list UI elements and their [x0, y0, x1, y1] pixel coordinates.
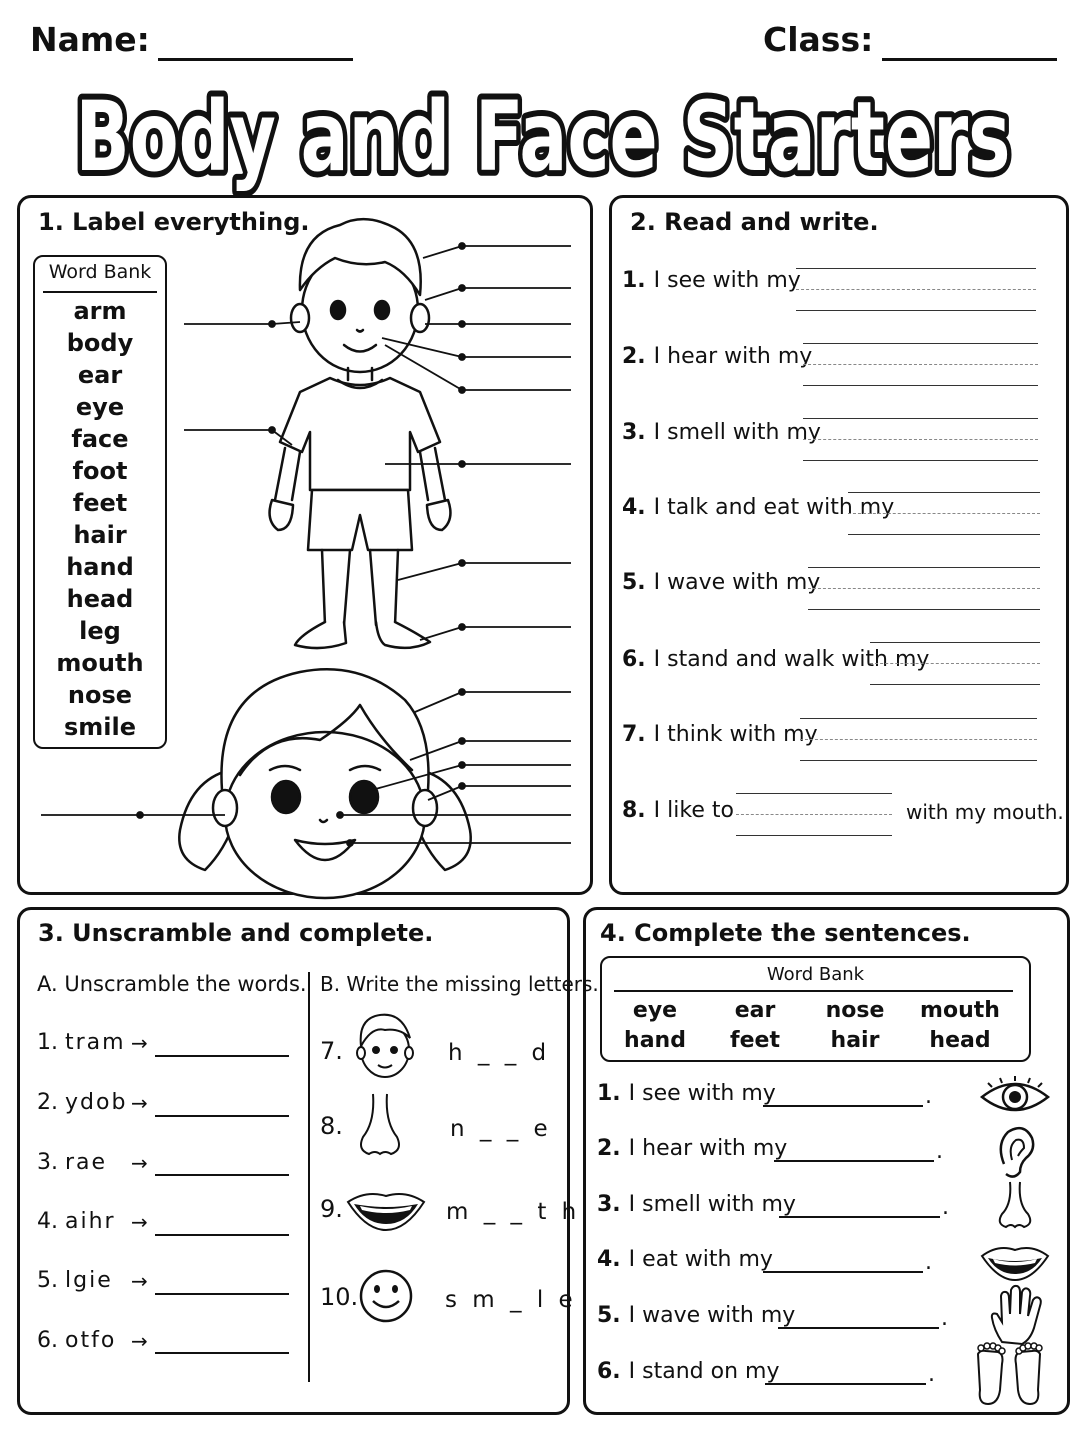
smiley-icon — [358, 1268, 414, 1324]
section-read-and-write — [609, 195, 1069, 895]
guide-line — [848, 513, 1040, 514]
word-bank-word: body — [66, 329, 134, 357]
arrow-icon: → — [131, 1329, 148, 1353]
guide-line — [800, 718, 1037, 719]
answer-line[interactable] — [155, 1352, 289, 1354]
item-text: I think with my — [653, 722, 818, 747]
answer-line[interactable] — [155, 1234, 289, 1236]
item-text: I hear with my — [628, 1136, 788, 1161]
item-text: I smell with my — [653, 420, 821, 445]
nose-icon — [355, 1092, 405, 1160]
part-b-title: B. Write the missing letters. — [320, 972, 599, 996]
item-number: 3. — [37, 1150, 58, 1175]
answer-line[interactable] — [736, 835, 892, 836]
word-bank-word: smile — [63, 713, 137, 741]
guide-line — [803, 439, 1038, 440]
missing-pattern: m _ _ t h — [446, 1199, 581, 1225]
sentence-3 — [597, 1192, 796, 1217]
scrambled-word: tram — [65, 1030, 126, 1055]
guide-line — [803, 364, 1038, 365]
item-text: I hear with my — [653, 344, 813, 369]
hand-icon — [988, 1284, 1048, 1346]
item-text: I eat with my — [628, 1247, 773, 1272]
name-label: Name: — [30, 20, 150, 59]
section-1-title: 1. Label everything. — [38, 208, 310, 236]
boy-head-icon — [350, 1008, 420, 1083]
word-bank-word: hand — [66, 553, 134, 581]
sentence-1 — [597, 1081, 776, 1106]
word-bank-word: ear — [734, 998, 776, 1023]
answer-line[interactable] — [155, 1174, 289, 1176]
word-bank-word: nose — [825, 998, 885, 1023]
scramble-item-5 — [37, 1268, 113, 1293]
guide-line — [848, 492, 1040, 493]
word-bank-word: face — [71, 425, 129, 453]
guide-line — [870, 663, 1040, 664]
item-number: 5. — [622, 570, 646, 595]
word-bank-word: head — [66, 585, 134, 613]
item-number: 5. — [597, 1303, 621, 1328]
answer-line[interactable] — [803, 385, 1038, 386]
item-number: 9. — [320, 1195, 343, 1223]
item-number: 1. — [37, 1030, 58, 1055]
missing-pattern: n _ _ e — [450, 1116, 552, 1142]
item-number: 4. — [597, 1247, 621, 1272]
rw-item-2 — [622, 344, 812, 369]
scrambled-word: aihr — [65, 1209, 116, 1234]
eye-icon — [978, 1075, 1052, 1119]
nose-icon — [994, 1180, 1036, 1230]
scramble-item-6 — [37, 1328, 116, 1353]
scrambled-word: otfo — [65, 1328, 117, 1353]
class-label: Class: — [763, 20, 874, 59]
period: . — [936, 1139, 943, 1164]
rw-item-7 — [622, 722, 818, 747]
guide-line — [736, 793, 892, 794]
period: . — [941, 1306, 948, 1331]
word-bank-word: mouth — [56, 649, 144, 677]
section-2-title: 2. Read and write. — [630, 208, 879, 236]
item-text: I see with my — [628, 1081, 776, 1106]
divider — [614, 990, 1013, 992]
part-a-title: A. Unscramble the words. — [37, 972, 307, 996]
answer-line[interactable] — [774, 1160, 934, 1162]
arrow-icon: → — [131, 1210, 148, 1234]
scramble-item-1 — [37, 1030, 126, 1055]
item-number: 3. — [597, 1192, 621, 1217]
sentence-6 — [597, 1359, 779, 1384]
answer-line[interactable] — [765, 1383, 926, 1385]
word-bank-word: feet — [72, 489, 128, 517]
sentence-4 — [597, 1247, 773, 1272]
rw-item-4 — [622, 495, 894, 520]
item-text: I see with my — [653, 268, 801, 293]
item-number: 7. — [320, 1037, 343, 1065]
rw-item-1 — [622, 268, 801, 293]
guide-line — [803, 343, 1038, 344]
word-bank-word: eye — [632, 998, 678, 1023]
word-bank-word: hair — [830, 1028, 880, 1053]
answer-line[interactable] — [763, 1271, 923, 1273]
answer-line[interactable] — [779, 1216, 940, 1218]
missing-pattern: s m _ l e — [445, 1287, 577, 1313]
word-bank-word: ear — [77, 361, 123, 389]
item-text: I like to — [653, 798, 734, 823]
word-bank-word: mouth — [920, 998, 1000, 1023]
item-number: 6. — [597, 1359, 621, 1384]
feet-icon — [970, 1340, 1052, 1408]
item-number: 6. — [37, 1328, 58, 1353]
rw-item-5 — [622, 570, 820, 595]
rw-item-6 — [622, 647, 929, 672]
word-bank-word: feet — [730, 1028, 780, 1053]
scramble-item-4 — [37, 1209, 116, 1234]
sentence-5 — [597, 1303, 795, 1328]
arrow-icon: → — [131, 1269, 148, 1293]
item-text: I talk and eat with my — [653, 495, 895, 520]
answer-line[interactable] — [803, 460, 1038, 461]
guide-line — [808, 567, 1040, 568]
answer-line[interactable] — [155, 1293, 289, 1295]
item-number: 10. — [320, 1283, 359, 1311]
period: . — [925, 1084, 932, 1109]
item-text: I wave with my — [653, 570, 821, 595]
item-number: 2. — [597, 1136, 621, 1161]
item-text: I stand and walk with my — [653, 647, 930, 672]
period: . — [942, 1195, 949, 1220]
word-bank-word: hand — [624, 1028, 686, 1053]
section-4-title: 4. Complete the sentences. — [600, 919, 971, 947]
column-divider — [308, 972, 310, 1382]
item-number: 6. — [622, 647, 646, 672]
answer-line[interactable] — [808, 609, 1040, 610]
svg-text:Body and Face Starters: Body and Face Starters — [75, 81, 1011, 193]
scrambled-word: ydob — [65, 1090, 128, 1115]
answer-line[interactable] — [155, 1055, 289, 1057]
guide-line — [808, 588, 1040, 589]
sentence-2 — [597, 1136, 787, 1161]
word-bank-word: arm — [73, 297, 127, 325]
item-number: 5. — [37, 1268, 58, 1293]
answer-line[interactable] — [155, 1115, 289, 1117]
period: . — [925, 1250, 932, 1275]
word-bank-word: foot — [72, 457, 128, 485]
mouth-icon — [346, 1188, 426, 1232]
item-number: 2. — [622, 344, 646, 369]
ear-icon — [994, 1124, 1038, 1180]
word-bank-word: nose — [67, 681, 133, 709]
scrambled-word: lgie — [65, 1268, 113, 1293]
item-number: 7. — [622, 722, 646, 747]
item-number: 2. — [37, 1090, 58, 1115]
missing-pattern: h _ _ d — [448, 1040, 551, 1066]
answer-line[interactable] — [796, 310, 1036, 311]
answer-line[interactable] — [763, 1105, 923, 1107]
item-8-suffix: with my mouth. — [906, 800, 1064, 824]
word-bank-title: Word Bank — [48, 261, 152, 283]
answer-line[interactable] — [778, 1327, 939, 1329]
mouth-icon — [980, 1242, 1050, 1282]
item-number: 3. — [622, 420, 646, 445]
guide-line — [870, 642, 1040, 643]
guide-line — [803, 418, 1038, 419]
word-bank-word: head — [929, 1028, 991, 1053]
word-bank-word: eye — [75, 393, 125, 421]
scrambled-word: rae — [65, 1150, 108, 1175]
arrow-icon: → — [131, 1091, 148, 1115]
item-text: I smell with my — [628, 1192, 796, 1217]
section-3-title: 3. Unscramble and complete. — [38, 919, 434, 947]
answer-line[interactable] — [848, 534, 1040, 535]
guide-line — [800, 739, 1037, 740]
item-number: 1. — [597, 1081, 621, 1106]
answer-line[interactable] — [870, 684, 1040, 685]
rw-item-8 — [622, 798, 734, 823]
guide-line — [796, 268, 1036, 269]
word-bank-word: hair — [73, 521, 127, 549]
arrow-icon: → — [131, 1151, 148, 1175]
item-number: 4. — [622, 495, 646, 520]
item-text: I stand on my — [628, 1359, 780, 1384]
word-bank-title: Word Bank — [766, 964, 865, 985]
guide-line — [796, 289, 1036, 290]
guide-line — [736, 814, 892, 815]
item-number: 4. — [37, 1209, 58, 1234]
item-number: 8. — [320, 1112, 343, 1140]
rw-item-3 — [622, 420, 821, 445]
word-bank-word: leg — [79, 617, 121, 645]
answer-line[interactable] — [800, 760, 1037, 761]
item-text: I wave with my — [628, 1303, 796, 1328]
arrow-icon: → — [131, 1031, 148, 1055]
item-number: 8. — [622, 798, 646, 823]
item-number: 1. — [622, 268, 646, 293]
period: . — [928, 1362, 935, 1387]
word-bank-4 — [600, 956, 1031, 1062]
scramble-item-3 — [37, 1150, 107, 1175]
scramble-item-2 — [37, 1090, 127, 1115]
